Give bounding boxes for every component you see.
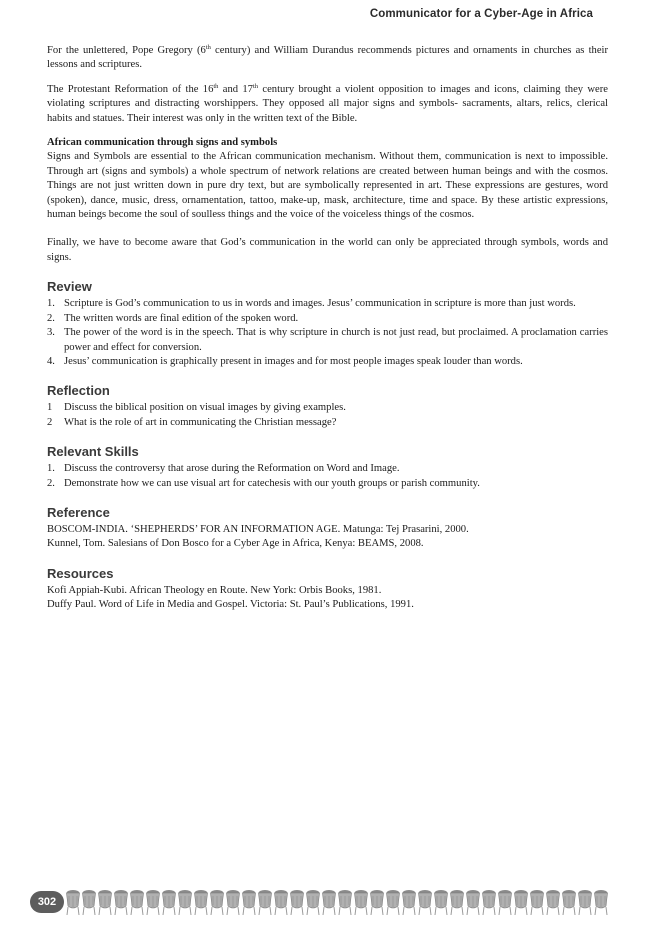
reference-entry: BOSCOM-INDIA. ‘SHEPHERDS’ FOR AN INFORMATION AGE. Matunga: Tej Prasarini, 2000. bbox=[47, 523, 469, 535]
list-item: 2 What is the role of art in communicating the Christian message? bbox=[47, 416, 337, 428]
african-paragraph: Signs and Symbols are essential to the African communication mechanism. Without them, communication is next to impossible. Through art (signs and symbols) a whole spectrum of network relations are created between human beings and with the cosmos. Things are not just written down in pure dry text, but are symbolically represented in art. These expressions are gestures, word (spoken), dance, music, dress, ornamentation, tattoo, make-up, mask, architecture, time and space. By these artistic expressions, human beings become the soul of soulless things and the voice of the voiceless things of the cosmos. bbox=[47, 151, 608, 221]
resources-heading: Resources bbox=[47, 565, 114, 581]
drum-figure-border-icon bbox=[64, 888, 620, 916]
list-item: 2. Demonstrate how we can use visual art for catechesis with our youth groups or parish community. bbox=[47, 477, 480, 489]
page-body bbox=[47, 44, 608, 613]
resource-entry: Duffy Paul. Word of Life in Media and Gospel. Victoria: St. Paul’s Publications, 1991. bbox=[47, 599, 414, 611]
resources-list bbox=[47, 584, 608, 613]
list-item: 1. Scripture is God’s communication to us in words and images. Jesus’ communication in scripture is more than just words. bbox=[47, 298, 576, 310]
resource-entry: Kofi Appiah-Kubi. African Theology en Route. New York: Orbis Books, 1981. bbox=[47, 584, 382, 596]
skills-heading: Relevant Skills bbox=[47, 444, 139, 460]
african-subheading: African communication through signs and symbols bbox=[47, 137, 278, 149]
skills-list bbox=[47, 462, 608, 491]
intro-paragraph-2: The Protestant Reformation of the 16th and 17th century brought a violent opposition to images and icons, claiming they were violating scriptures and distracting worshippers. They opposed all major signs and symbols- sacraments, altars, relics, clerical habits and statues. Their interest was only in the written text of the Bible. bbox=[47, 82, 608, 124]
intro-paragraph-1: For the unlettered, Pope Gregory (6th century) and William Durandus recommends pictures and ornaments in churches as their lessons and scriptures. bbox=[47, 44, 609, 71]
page-footer bbox=[30, 888, 620, 916]
reference-list bbox=[47, 523, 608, 552]
review-list bbox=[47, 297, 608, 369]
reflection-heading: Reflection bbox=[47, 383, 110, 399]
list-item: 1 Discuss the biblical position on visual images by giving examples. bbox=[47, 402, 346, 414]
running-title: Communicator for a Cyber-Age in Africa bbox=[369, 8, 593, 20]
list-item: 1. Discuss the controversy that arose during the Reformation on Word and Image. bbox=[47, 463, 400, 475]
reference-entry: Kunnel, Tom. Salesians of Don Bosco for a Cyber Age in Africa, Kenya: BEAMS, 2008. bbox=[47, 538, 424, 550]
reference-heading: Reference bbox=[47, 504, 110, 520]
list-item: 2. The written words are final edition of the spoken word. bbox=[47, 312, 299, 324]
reflection-list bbox=[47, 401, 608, 430]
list-item: 4. Jesus’ communication is graphically present in images and for most people images speak louder than words. bbox=[47, 355, 523, 367]
review-heading: Review bbox=[47, 279, 92, 295]
page-number: 302 bbox=[30, 891, 64, 913]
final-paragraph: Finally, we have to become aware that God’s communication in the world can only be appreciated through symbols, words and signs. bbox=[47, 237, 608, 263]
list-item: 3. The power of the word is in the speech. That is why scripture in church is not just read, but proclaimed. A proclamation carries power and effect for conversion. bbox=[47, 327, 608, 353]
